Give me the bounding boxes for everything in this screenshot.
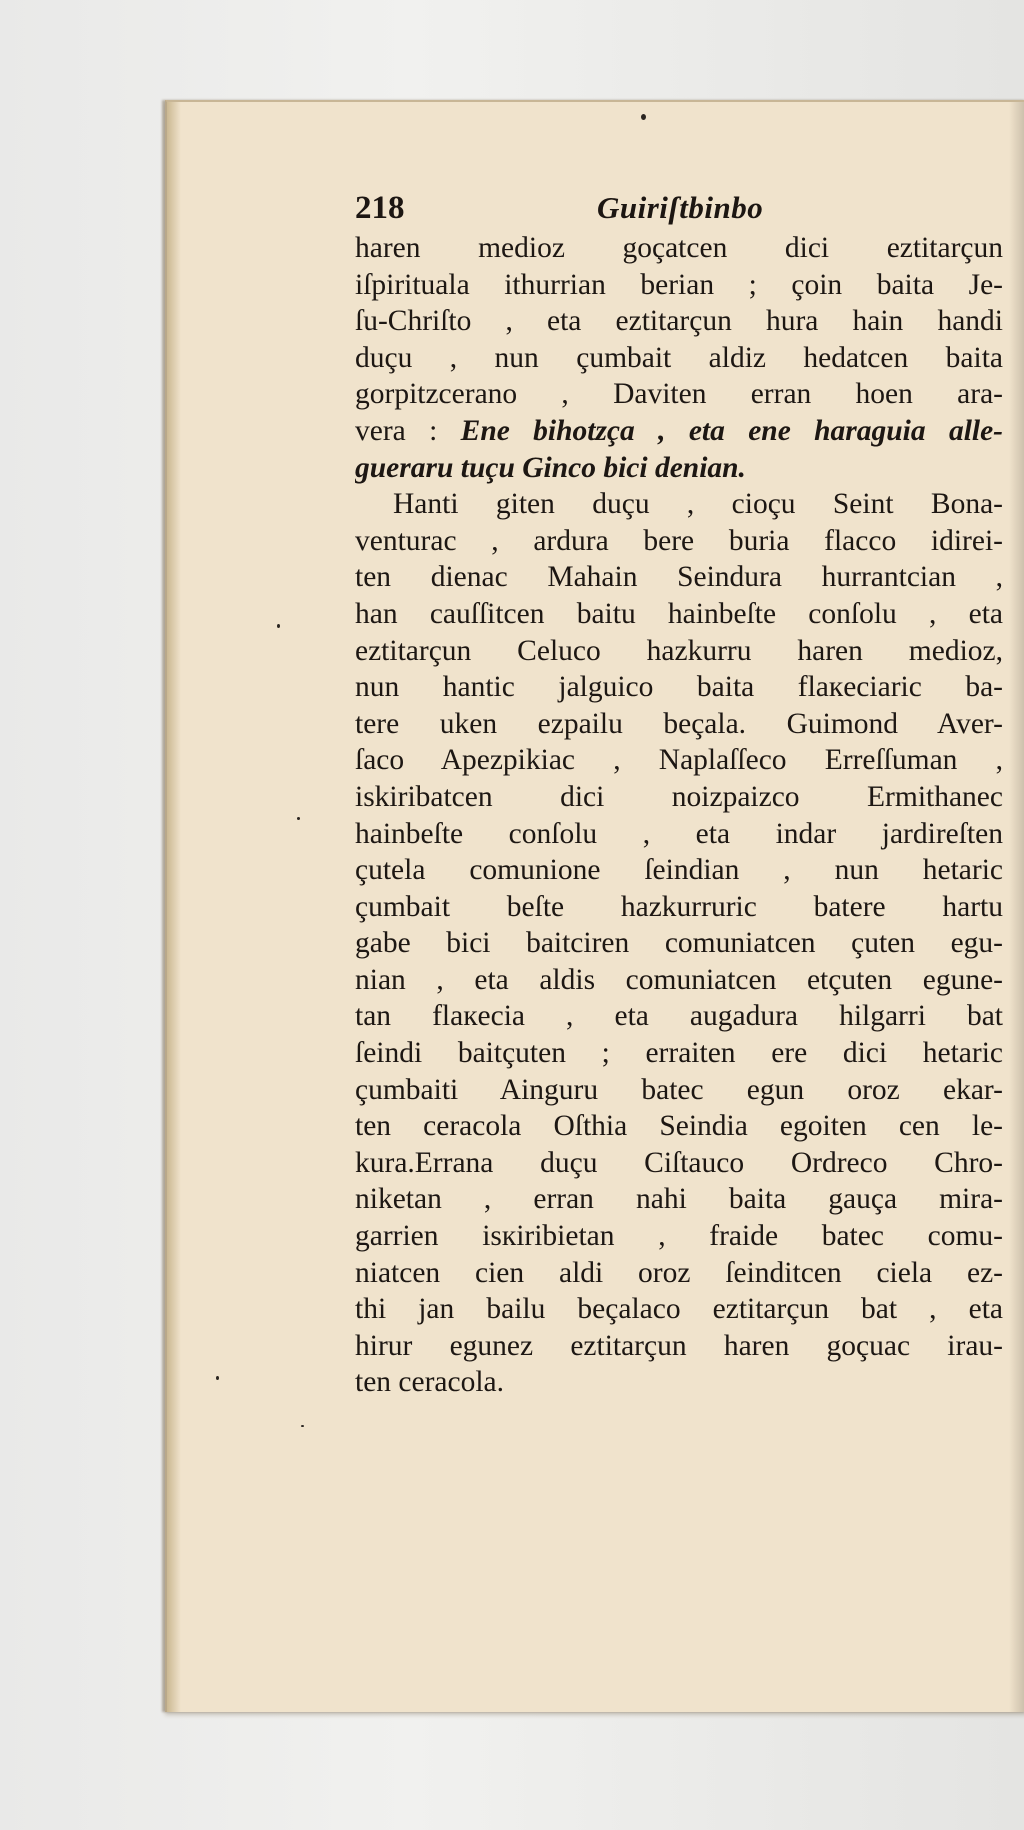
text-line: eztitarçun Celuco hazkurru haren medioz, xyxy=(355,634,1003,667)
text-line: thi jan bailu beçalaco eztitarçun bat , eta xyxy=(355,1293,1003,1326)
paragraph-start: Hanti giten duçu , cioçu Seint Bona- xyxy=(393,488,1003,521)
text-line: han cauſſitcen baitu hainbeſte conſolu , eta xyxy=(355,597,1003,630)
page-number: 218 xyxy=(355,190,405,226)
text-line: çumbait beſte hazkurruric batere hartu xyxy=(355,890,1003,923)
quote-intro: vera : xyxy=(355,414,438,447)
ink-speck xyxy=(277,624,280,628)
text-line: kura.Errana duçu Ciſtauco Ordreco Chro- xyxy=(355,1146,1003,1179)
text-line: duçu , nun çumbait aldiz hedatcen baita xyxy=(355,341,1003,374)
page-header xyxy=(355,190,764,230)
text-line: haren medioz goçatcen dici eztitarçun xyxy=(355,232,1003,264)
text-line: tan flaкecia , eta augadura hilgarri bat xyxy=(355,1000,1003,1033)
running-title: Guiriſtbinbo xyxy=(597,190,764,225)
text-line: ſeindi baitçuten ; erraiten ere dici hetaric xyxy=(355,1037,1003,1070)
quote-italic-line: gueraru tuçu Ginco bici denian. xyxy=(355,451,746,484)
text-line: çutela comunione ſeindian , nun hetaric xyxy=(355,854,1003,887)
text-line: venturac , ardura bere buria flacco idirei- xyxy=(355,524,1003,557)
text-line: ten ceracola Oſthia Seindia egoiten cen le- xyxy=(355,1110,1003,1143)
ink-speck xyxy=(301,1425,304,1427)
text-line: nian , eta aldis comuniatcen etçuten egune- xyxy=(355,963,1003,996)
text-line: niatcen cien aldi oroz ſeinditcen ciela ez- xyxy=(355,1256,1003,1289)
quote-italic: Ene bihotzça , eta ene haraguia alle- xyxy=(460,414,1003,447)
text-line: çumbaiti Ainguru batec egun oroz ekar- xyxy=(355,1073,1003,1106)
text-line: tere uken ezpailu beçala. Guimond Aver- xyxy=(355,707,1003,740)
ink-speck xyxy=(297,817,300,820)
text-line: niketan , erran nahi baita gauça mira- xyxy=(355,1183,1003,1216)
text-line: ſu-Chriſto , eta eztitarçun hura hain handi xyxy=(355,305,1003,338)
text-line: gorpitzcerano , Daviten erran hoen ara- xyxy=(355,378,1003,411)
text-line: iskiribatcen dici noizpaizco Ermithanec xyxy=(355,780,1003,813)
page-edge-shadow xyxy=(1009,102,1024,1712)
page-gutter-shadow xyxy=(167,102,181,1712)
text-line: ſaco Apezpikiac , Naplaſſeco Erreſſuman , xyxy=(355,744,1003,777)
text-line-with-quote xyxy=(355,413,1003,450)
body-text xyxy=(355,230,1003,1401)
text-line: hirur egunez eztitarçun haren goçuac irau- xyxy=(355,1329,1003,1362)
text-line: hainbeſte conſolu , eta indar jardireſten xyxy=(355,817,1003,850)
ink-speck xyxy=(641,114,646,120)
text-line: gabe bici baitciren comuniatcen çuten egu- xyxy=(355,927,1003,960)
text-line: garrien isкiribietan , fraide batec comu- xyxy=(355,1220,1003,1253)
text-line: ten dienac Mahain Seindura hurrantcian , xyxy=(355,561,1003,594)
text-line: nun hantic jalguico baita flaкeciaric ba- xyxy=(355,671,1003,704)
text-line: iſpirituala ithurrian berian ; çoin baita Je- xyxy=(355,268,1003,301)
ink-speck xyxy=(216,1376,219,1380)
text-line-last: ten ceracola. xyxy=(355,1366,505,1399)
